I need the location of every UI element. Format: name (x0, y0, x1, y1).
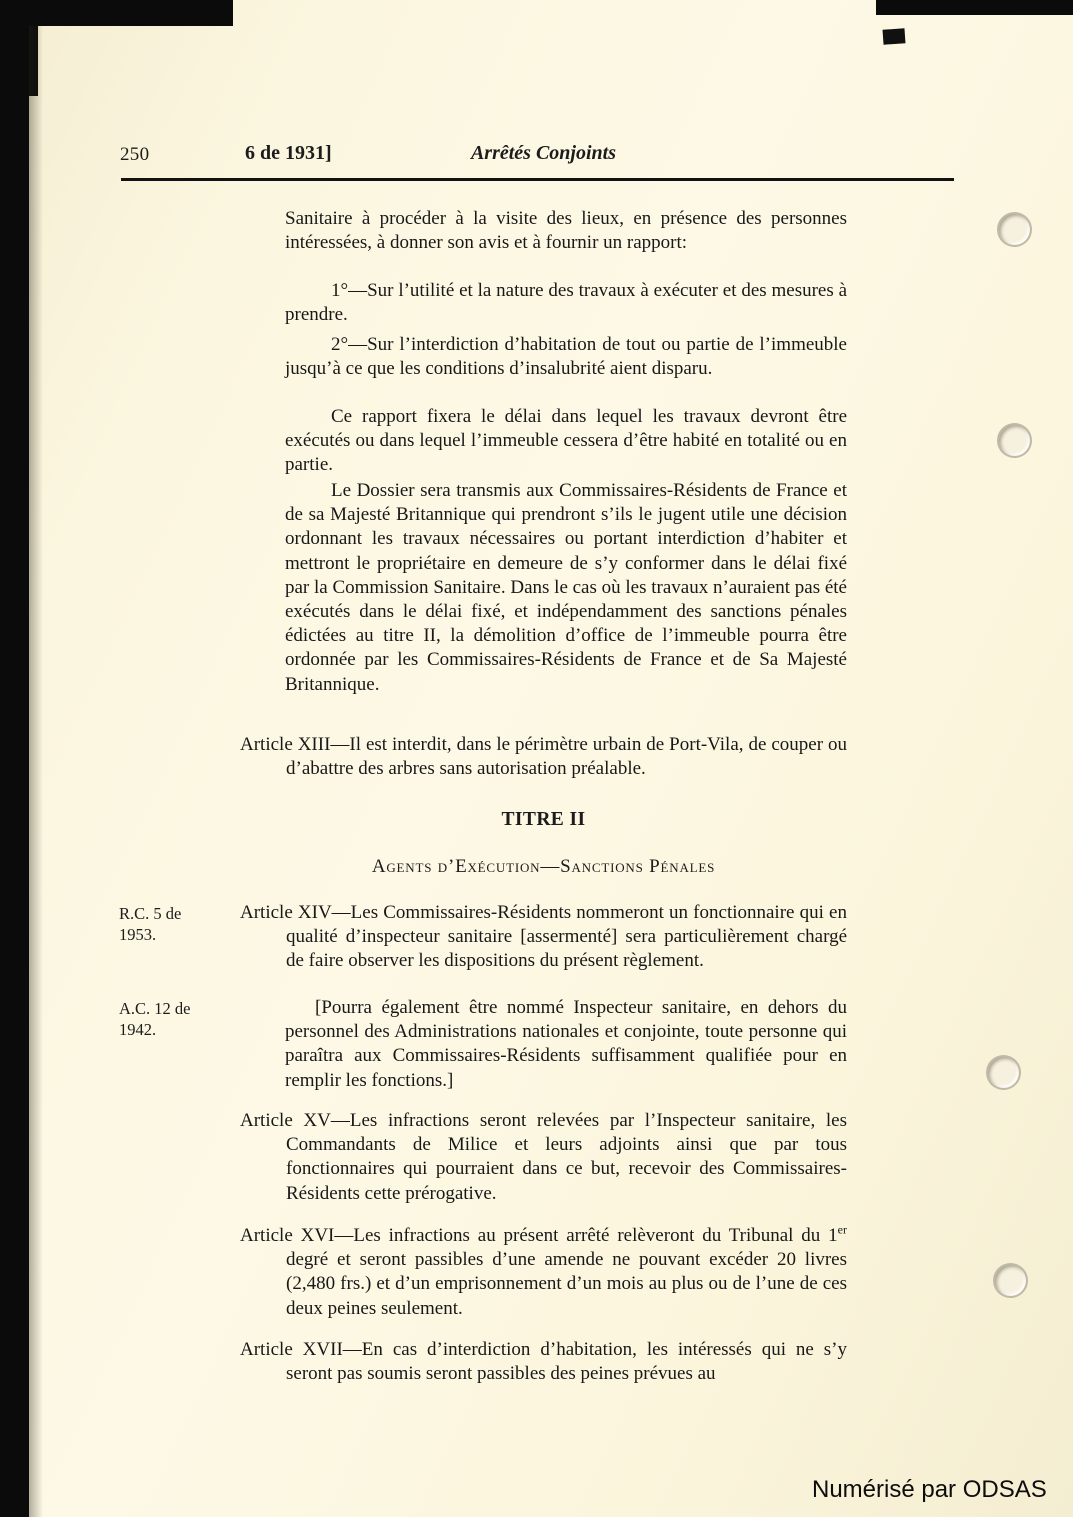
scan-edge-top-left (0, 0, 233, 26)
paragraph-article-16 (240, 1224, 847, 1321)
punch-hole (997, 423, 1032, 458)
paragraph-article-15: Article XV—Les infractions seront relevées par l’Inspecteur sanitaire, les Commandants de Milice et leurs adjoints ainsi que par tous fonctionnaires qui pourraient dans ce but, recevoir des Commissaires-Résidents cette prérogative. (240, 1110, 847, 1204)
margin-note-rc-1953: R.C. 5 de 1953. (119, 904, 182, 944)
section-heading-titre-2: TITRE II (501, 809, 586, 830)
paragraph-item-2: 2°—Sur l’interdiction d’habitation de tout ou partie de l’immeuble jusqu’à ce que les conditions d’insalubrité aient disparu. (285, 334, 847, 380)
punch-hole (993, 1263, 1028, 1298)
scan-edge-left-strip (0, 0, 29, 1517)
paragraph-rapport: Ce rapport fixera le délai dans lequel les travaux devront être exécutés ou dans lequel l’immeuble cessera d’être habité en totalité ou en partie. (285, 406, 847, 476)
paragraph-item-1: 1°—Sur l’utilité et la nature des travaux à exécuter et des mesures à prendre. (285, 280, 847, 326)
scan-credit-watermark: Numérisé par ODSAS (812, 1476, 1047, 1503)
header-running-title: Arrêtés Conjoints (470, 142, 617, 164)
page-edge-shadow (29, 0, 43, 1517)
section-subheading: Agents d’Exécution—Sanctions Pénales (371, 856, 716, 877)
header-rule-divider (121, 178, 954, 181)
scan-mark (883, 28, 906, 44)
scan-edge-top-right (876, 0, 1073, 15)
punch-hole (986, 1055, 1021, 1090)
margin-note-ac-1942: A.C. 12 de 1942. (119, 999, 191, 1039)
paragraph-article-13: Article XIII—Il est interdit, dans le périmètre urbain de Port-Vila, de couper ou d’abattre des arbres sans autorisation préalable. (240, 734, 847, 780)
paragraph-continuation: Sanitaire à procéder à la visite des lieux, en présence des personnes intéressées, à donner son avis et à fournir un rapport: (285, 208, 847, 254)
article-16-ordinal-superscript: er (837, 1222, 847, 1237)
page-number: 250 (120, 144, 150, 165)
paragraph-article-17: Article XVII—En cas d’interdiction d’habitation, les intéressés qui ne s’y seront pas soumis seront passibles des peines prévues au (240, 1339, 847, 1385)
article-16-text-after: degré et seront passibles d’une amende ne pouvant excéder 20 livres (2,480 frs.) et d’un emprisonnement d’un mois au plus ou de l’une de ces deux peines seulement. (286, 1249, 847, 1319)
punch-hole (997, 212, 1032, 247)
paragraph-article-14: Article XIV—Les Commissaires-Résidents nommeront un fonctionnaire qui en qualité d’inspecteur sanitaire [assermenté] sera particulièrement chargé de faire observer les dispositions du présent règlement. (240, 902, 847, 972)
header-volume-reference: 6 de 1931] (245, 142, 332, 164)
article-16-text-before: Article XVI—Les infractions au présent arrêté relèveront du Tribunal du 1 (240, 1225, 838, 1246)
paragraph-bracket-amendment: [Pourra également être nommé Inspecteur sanitaire, en dehors du personnel des Administrations nationales et conjointe, toute personne qui paraîtra aux Commissaires-Résidents suffisamment qualifiée pour en remplir les fonctions.] (285, 997, 847, 1091)
paragraph-dossier: Le Dossier sera transmis aux Commissaires-Résidents de France et de sa Majesté Britannique qui prendront s’ils le jugent utile une décision ordonnant les travaux nécessaires ou portant interdiction d’habiter et mettront le propriétaire en demeure de s’y conformer dans le délai fixé par la Commission Sanitaire. Dans le cas où les travaux n’auraient pas été exécutés dans le délai fixé, et indépendamment des sanctions pénales édictées au titre II, la démolition d’office de l’immeuble pourra être ordonnée par les Commissaires-Résidents de France et de Sa Majesté Britannique. (285, 480, 847, 695)
